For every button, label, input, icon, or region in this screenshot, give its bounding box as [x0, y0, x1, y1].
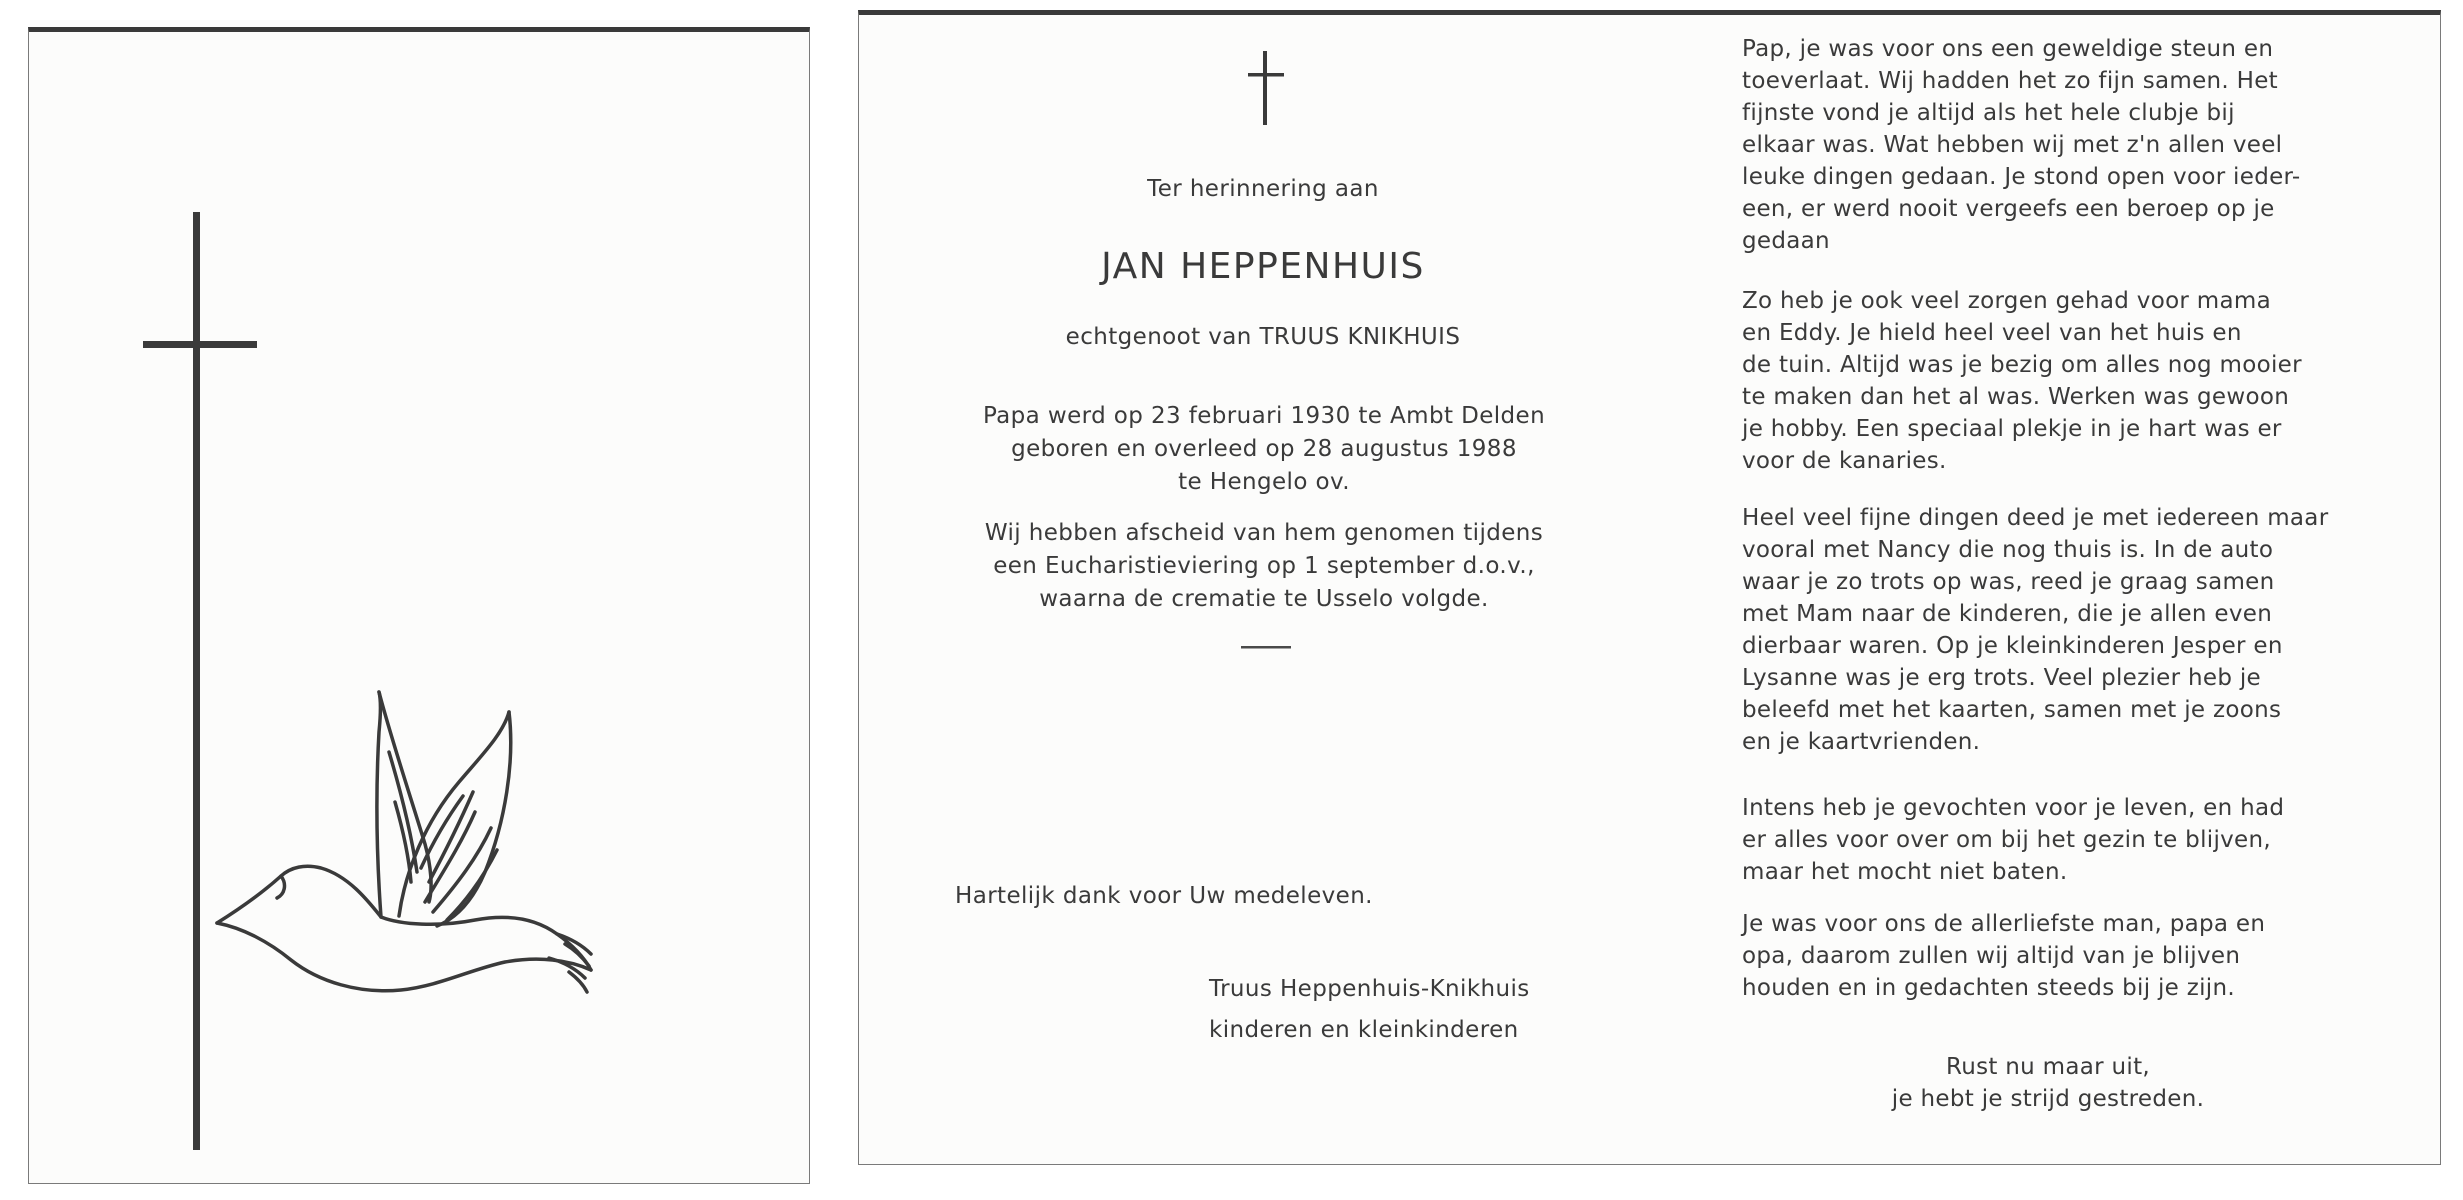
divider [1241, 646, 1291, 649]
paragraph-3: Heel veel fijne dingen deed je met iedereen maar vooral met Nancy die nog thuis is. In de auto waar je zo trots op was, reed je graag samen met Mam naar de kinderen, die je allen even dierbaar waren. Op je kleinkinderen Jesper en Lysanne was je erg trots. Veel plezier heb je beleefd met het kaarten, samen met je zoons en je kaartvrienden. [1742, 505, 2329, 755]
paragraph-1: Pap, je was voor ons een geweldige steun en toeverlaat. Wij hadden het zo fijn samen. Het fijnste vond je altijd als het hele clubje bij elkaar was. Wat hebben wij met z'n allen veel leuke dingen gedaan. Je stond open voor ieder- een, er werd nooit vergeefs een beroep op je gedaan [1742, 36, 2301, 254]
birth-death-text: Papa werd op 23 februari 1930 te Ambt Delden geboren en overleed op 28 augustus 1988 te Hengelo ov. [982, 403, 1546, 495]
paragraph-2: Zo heb je ook veel zorgen gehad voor mama en Eddy. Je hield heel veel van het huis en de tuin. Altijd was je bezig om alles nog mooier te maken dan het al was. Werken was gewoon je hobby. Een speciaal plekje in je hart was er voor de kanaries. [1742, 288, 2302, 474]
deceased-name: JAN HEPPENHUIS [1101, 246, 1425, 287]
spouse-line: echtgenoot van TRUUS KNIKHUIS [1065, 324, 1461, 350]
ceremony-text: Wij hebben afscheid van hem genomen tijdens een Eucharistieviering op 1 september d.o.v., waarna de crematie te Usselo volgde. [984, 520, 1544, 612]
front-illustration [29, 32, 811, 1189]
dove-icon [217, 692, 591, 992]
memorial-card-front [28, 27, 810, 1184]
cross-icon [143, 212, 257, 1150]
signature: Truus Heppenhuis-Knikhuis kinderen en kleinkinderen [1209, 976, 1530, 1043]
closing-lines: Rust nu maar uit, je hebt je strijd gestreden. [1891, 1054, 2205, 1112]
memorial-card-inner [858, 10, 2441, 1165]
cross-icon [1248, 51, 1284, 125]
paragraph-5: Je was voor ons de allerliefste man, papa en opa, daarom zullen wij altijd van je blijven houden en in gedachten steeds bij je zijn. [1742, 911, 2266, 1001]
thanks-line: Hartelijk dank voor Uw medeleven. [955, 883, 1373, 909]
memorial-heading: Ter herinnering aan [1147, 176, 1379, 202]
paragraph-4: Intens heb je gevochten voor je leven, en had er alles voor over om bij het gezin te blijven, maar het mocht niet baten. [1742, 795, 2285, 885]
